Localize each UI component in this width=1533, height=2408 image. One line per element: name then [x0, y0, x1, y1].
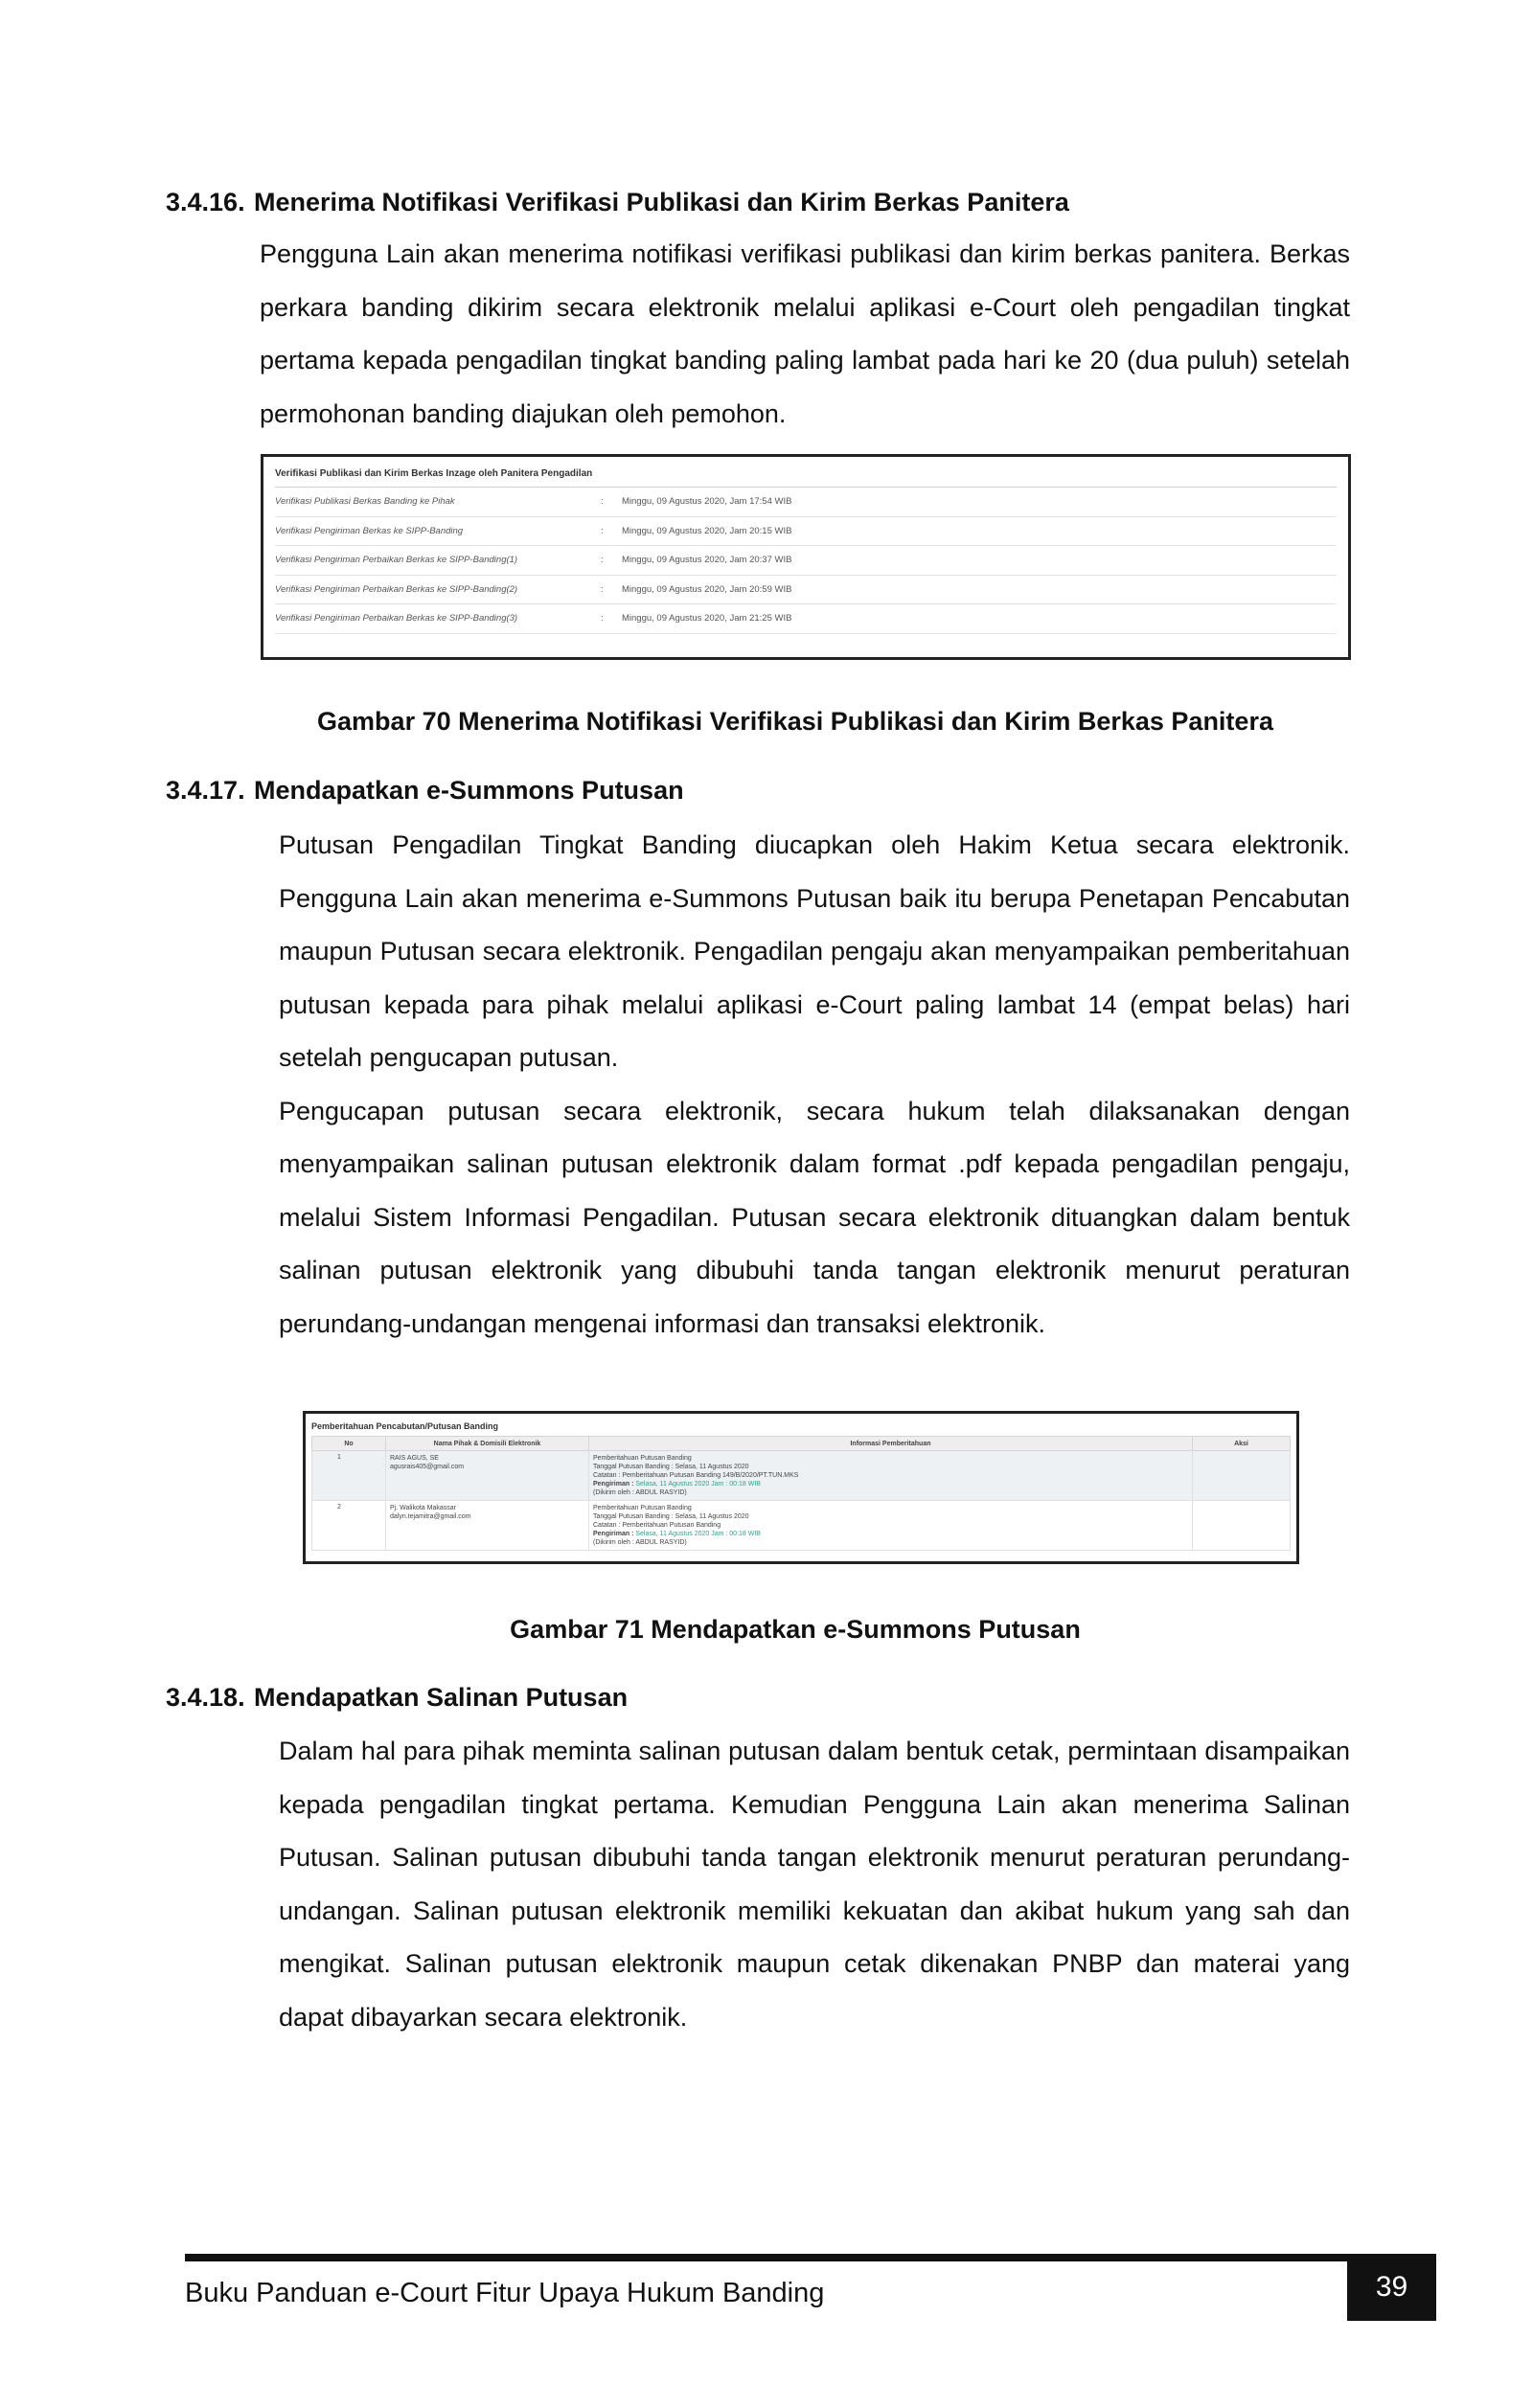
table-row	[312, 1501, 1291, 1551]
column-header: No	[312, 1437, 386, 1451]
section-number: 3.4.18.	[166, 1683, 245, 1712]
sent-by: (Dikirim oleh : ABDUL RASYID)	[593, 1539, 687, 1546]
column-header: Nama Pihak & Domisili Elektronik	[386, 1437, 589, 1451]
action-cell	[1193, 1451, 1291, 1501]
verification-row	[275, 488, 1337, 517]
paragraph-text: Pengucapan putusan secara elektronik, secara hukum telah dilaksanakan dengan menyampaikan salinan putusan elektronik dalam format .pdf kepada pengadilan pengaju, melalui Sistem Informasi Pengadilan. Putusan secara elektronik dituangkan dalam bentuk salinan putusan elektronik yang dibubuhi tanda tangan elektronik menurut peraturan perundang-undangan mengenai informasi dan transaksi elektronik.	[279, 1096, 1350, 1338]
party-name: RAIS AGUS, SE	[390, 1455, 439, 1462]
table-row	[312, 1451, 1291, 1501]
section-title: Mendapatkan e-Summons Putusan	[254, 776, 684, 805]
page-number: 39	[1347, 2254, 1436, 2321]
verification-value: Minggu, 09 Agustus 2020, Jam 17:54 WIB	[622, 496, 792, 508]
sent-by: (Dikirim oleh : ABDUL RASYID)	[593, 1489, 687, 1496]
column-header: Aksi	[1193, 1437, 1291, 1451]
section-heading-3-4-16	[166, 188, 1069, 217]
info-line: Pemberitahuan Putusan Banding	[593, 1505, 692, 1511]
separator: :	[601, 496, 604, 508]
info-line: Catatan : Pemberitahuan Putusan Banding	[593, 1522, 721, 1529]
verification-label: Verifikasi Pengiriman Perbaikan Berkas ke SIPP-Banding(1)	[275, 555, 518, 566]
action-cell	[1193, 1501, 1291, 1551]
figure-notification-table	[303, 1411, 1299, 1564]
panel-title: Pemberitahuan Pencabutan/Putusan Banding	[311, 1421, 499, 1431]
row-number: 1	[312, 1451, 386, 1501]
column-header: Informasi Pemberitahuan	[589, 1437, 1193, 1451]
party-email: dalyn.tejamitra@gmail.com	[390, 1513, 471, 1520]
section-number: 3.4.17.	[166, 776, 245, 805]
section-number: 3.4.16.	[166, 188, 245, 216]
separator: :	[601, 583, 604, 595]
section-title: Menerima Notifikasi Verifikasi Publikasi dan Kirim Berkas Panitera	[254, 188, 1069, 216]
info-line: Catatan : Pemberitahuan Putusan Banding 149/B/2020/PT.TUN.MKS	[593, 1472, 799, 1479]
party-name: Pj. Walikota Makassar	[390, 1505, 456, 1511]
row-number: 2	[312, 1501, 386, 1551]
info-cell	[589, 1501, 1193, 1551]
figure-verification-panel	[261, 454, 1351, 660]
paragraph-text: Dalam hal para pihak meminta salinan putusan dalam bentuk cetak, permintaan disampaikan kepada pengadilan tingkat pertama. Kemudian Pengguna Lain akan menerima Salinan Putusan. Salinan putusan dibubuhi tanda tangan elektronik menurut peraturan perundang-undangan. Salinan putusan elektronik memiliki kekuatan dan akibat hukum yang sah dan mengikat. Salinan putusan elektronik maupun cetak dikenakan PNBP dan materai yang dapat dibayarkan secara elektronik.	[279, 1737, 1350, 2032]
info-line: Tanggal Putusan Banding : Selasa, 11 Agustus 2020	[593, 1513, 749, 1520]
panel-title: Verifikasi Publikasi dan Kirim Berkas Inzage oleh Panitera Pengadilan	[275, 465, 1337, 488]
section-title: Mendapatkan Salinan Putusan	[254, 1683, 629, 1712]
verification-list	[275, 488, 1337, 634]
party-cell	[386, 1501, 589, 1551]
verification-label: Verifikasi Publikasi Berkas Banding ke Pihak	[275, 496, 455, 508]
section-heading-3-4-17	[166, 776, 684, 806]
party-email: agusrais405@gmail.com	[390, 1464, 465, 1470]
info-line: Pemberitahuan Putusan Banding	[593, 1455, 692, 1462]
sent-line: Pengiriman : Selasa, 11 Agustus 2020 Jam : 00:18 WIB	[593, 1481, 761, 1488]
separator: :	[601, 555, 604, 566]
footer-rule	[185, 2254, 1392, 2261]
figure-caption-71: Gambar 71 Mendapatkan e-Summons Putusan	[510, 1615, 1081, 1644]
info-line: Tanggal Putusan Banding : Selasa, 11 Agustus 2020	[593, 1464, 749, 1470]
verification-row	[275, 546, 1337, 576]
verification-label: Verifikasi Pengiriman Perbaikan Berkas ke SIPP-Banding(3)	[275, 613, 518, 625]
verification-value: Minggu, 09 Agustus 2020, Jam 20:37 WIB	[622, 555, 792, 566]
verification-row	[275, 517, 1337, 547]
separator: :	[601, 613, 604, 625]
verification-value: Minggu, 09 Agustus 2020, Jam 21:25 WIB	[622, 613, 792, 625]
verification-row	[275, 576, 1337, 605]
sent-line: Pengiriman : Selasa, 11 Agustus 2020 Jam : 00:18 WIB	[593, 1531, 761, 1537]
info-cell	[589, 1451, 1193, 1501]
section-paragraph	[279, 1725, 1350, 2044]
paragraph-text: Putusan Pengadilan Tingkat Banding diucapkan oleh Hakim Ketua secara elektronik. Pengguna Lain akan menerima e-Summons Putusan baik itu berupa Penetapan Pencabutan maupun Putusan secara elektronik. Pengadilan pengaju akan menyampaikan pemberitahuan putusan kepada para pihak melalui aplikasi e-Court paling lambat 14 (empat belas) hari setelah pengucapan putusan.	[279, 830, 1350, 1072]
verification-row	[275, 604, 1337, 634]
verification-label: Verifikasi Pengiriman Perbaikan Berkas ke SIPP-Banding(2)	[275, 583, 518, 595]
separator: :	[601, 525, 604, 536]
notification-table	[311, 1436, 1291, 1551]
section-paragraph	[279, 819, 1350, 1351]
verification-value: Minggu, 09 Agustus 2020, Jam 20:15 WIB	[622, 525, 792, 536]
section-paragraph	[260, 228, 1350, 441]
figure-caption-70: Gambar 70 Menerima Notifikasi Verifikasi Publikasi dan Kirim Berkas Panitera	[317, 707, 1273, 736]
footer-title: Buku Panduan e-Court Fitur Upaya Hukum Banding	[185, 2278, 825, 2308]
party-cell	[386, 1451, 589, 1501]
verification-value: Minggu, 09 Agustus 2020, Jam 20:59 WIB	[622, 583, 792, 595]
section-heading-3-4-18	[166, 1683, 628, 1713]
paragraph-text: Pengguna Lain akan menerima notifikasi verifikasi publikasi dan kirim berkas panitera. Berkas perkara banding dikirim secara elektronik melalui aplikasi e-Court oleh pengadilan tingkat pertama kepada pengadilan tingkat banding paling lambat pada hari ke 20 (dua puluh) setelah permohonan banding diajukan oleh pemohon.	[260, 239, 1350, 428]
verification-label: Verifikasi Pengiriman Berkas ke SIPP-Banding	[275, 525, 464, 536]
